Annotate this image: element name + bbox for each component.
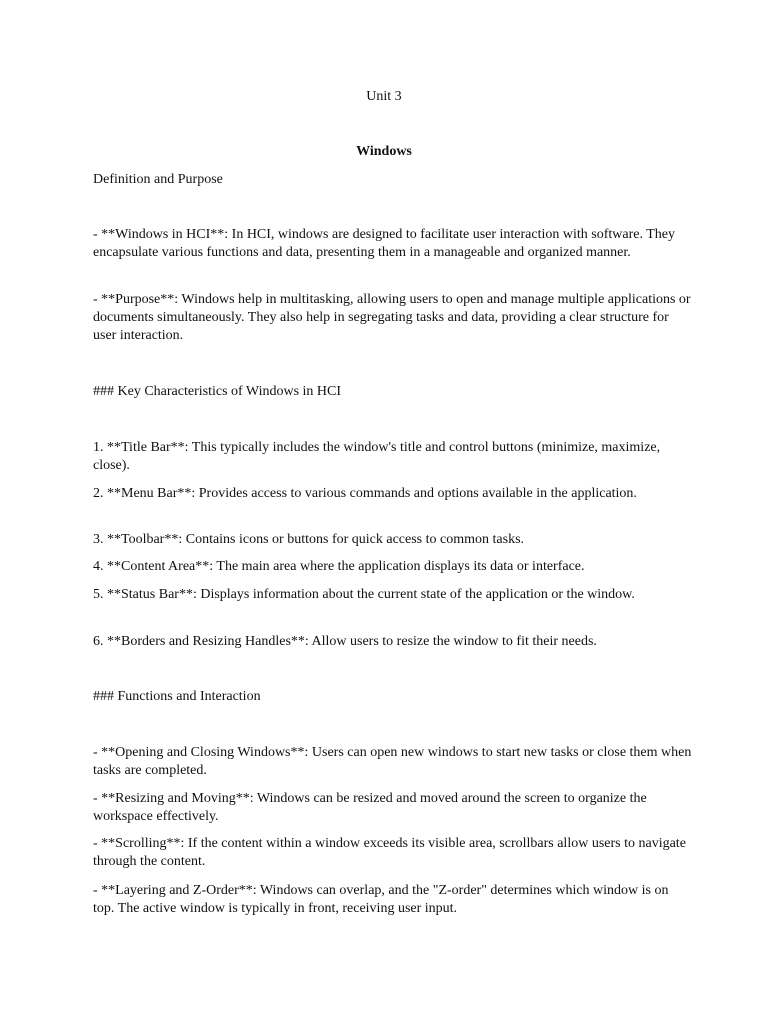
function-item-layering: - **Layering and Z-Order**: Windows can overlap, and the "Z-order" determines which window is on top. The active window is typically in front, receiving user input. [93, 883, 669, 916]
functions-heading: ### Functions and Interaction [93, 689, 261, 704]
characteristics-heading: ### Key Characteristics of Windows in HCI [93, 384, 342, 399]
unit-label: Unit 3 [366, 89, 402, 104]
characteristic-item-title-bar: 1. **Title Bar**: This typically includes the window's title and control buttons (minimize, maximize, close). [93, 440, 661, 473]
function-item-opening-closing: - **Opening and Closing Windows**: Users can open new windows to start new tasks or close them when tasks are completed. [93, 745, 692, 778]
characteristic-item-status-bar: 5. **Status Bar**: Displays information about the current state of the application or the window. [93, 587, 635, 602]
characteristic-item-borders: 6. **Borders and Resizing Handles**: Allow users to resize the window to fit their needs. [93, 634, 597, 649]
definition-item-purpose: - **Purpose**: Windows help in multitasking, allowing users to open and manage multiple applications or documents simultaneously. They also help in segregating tasks and data, providing a clear structure for user interaction. [93, 292, 691, 343]
characteristic-item-toolbar: 3. **Toolbar**: Contains icons or buttons for quick access to common tasks. [93, 532, 525, 547]
function-item-resizing-moving: - **Resizing and Moving**: Windows can be resized and moved around the screen to organize the workspace effectively. [93, 791, 647, 824]
characteristic-item-content-area: 4. **Content Area**: The main area where the application displays its data or interface. [93, 559, 585, 574]
function-item-scrolling: - **Scrolling**: If the content within a window exceeds its visible area, scrollbars allow users to navigate through the content. [93, 836, 686, 869]
definition-heading: Definition and Purpose [93, 172, 223, 187]
characteristic-item-menu-bar: 2. **Menu Bar**: Provides access to various commands and options available in the application. [93, 486, 637, 501]
definition-item-windows-in-hci: - **Windows in HCI**: In HCI, windows are designed to facilitate user interaction with software. They encapsulate various functions and data, presenting them in a manageable and organized manner. [93, 227, 675, 260]
page-title: Windows [356, 144, 412, 159]
